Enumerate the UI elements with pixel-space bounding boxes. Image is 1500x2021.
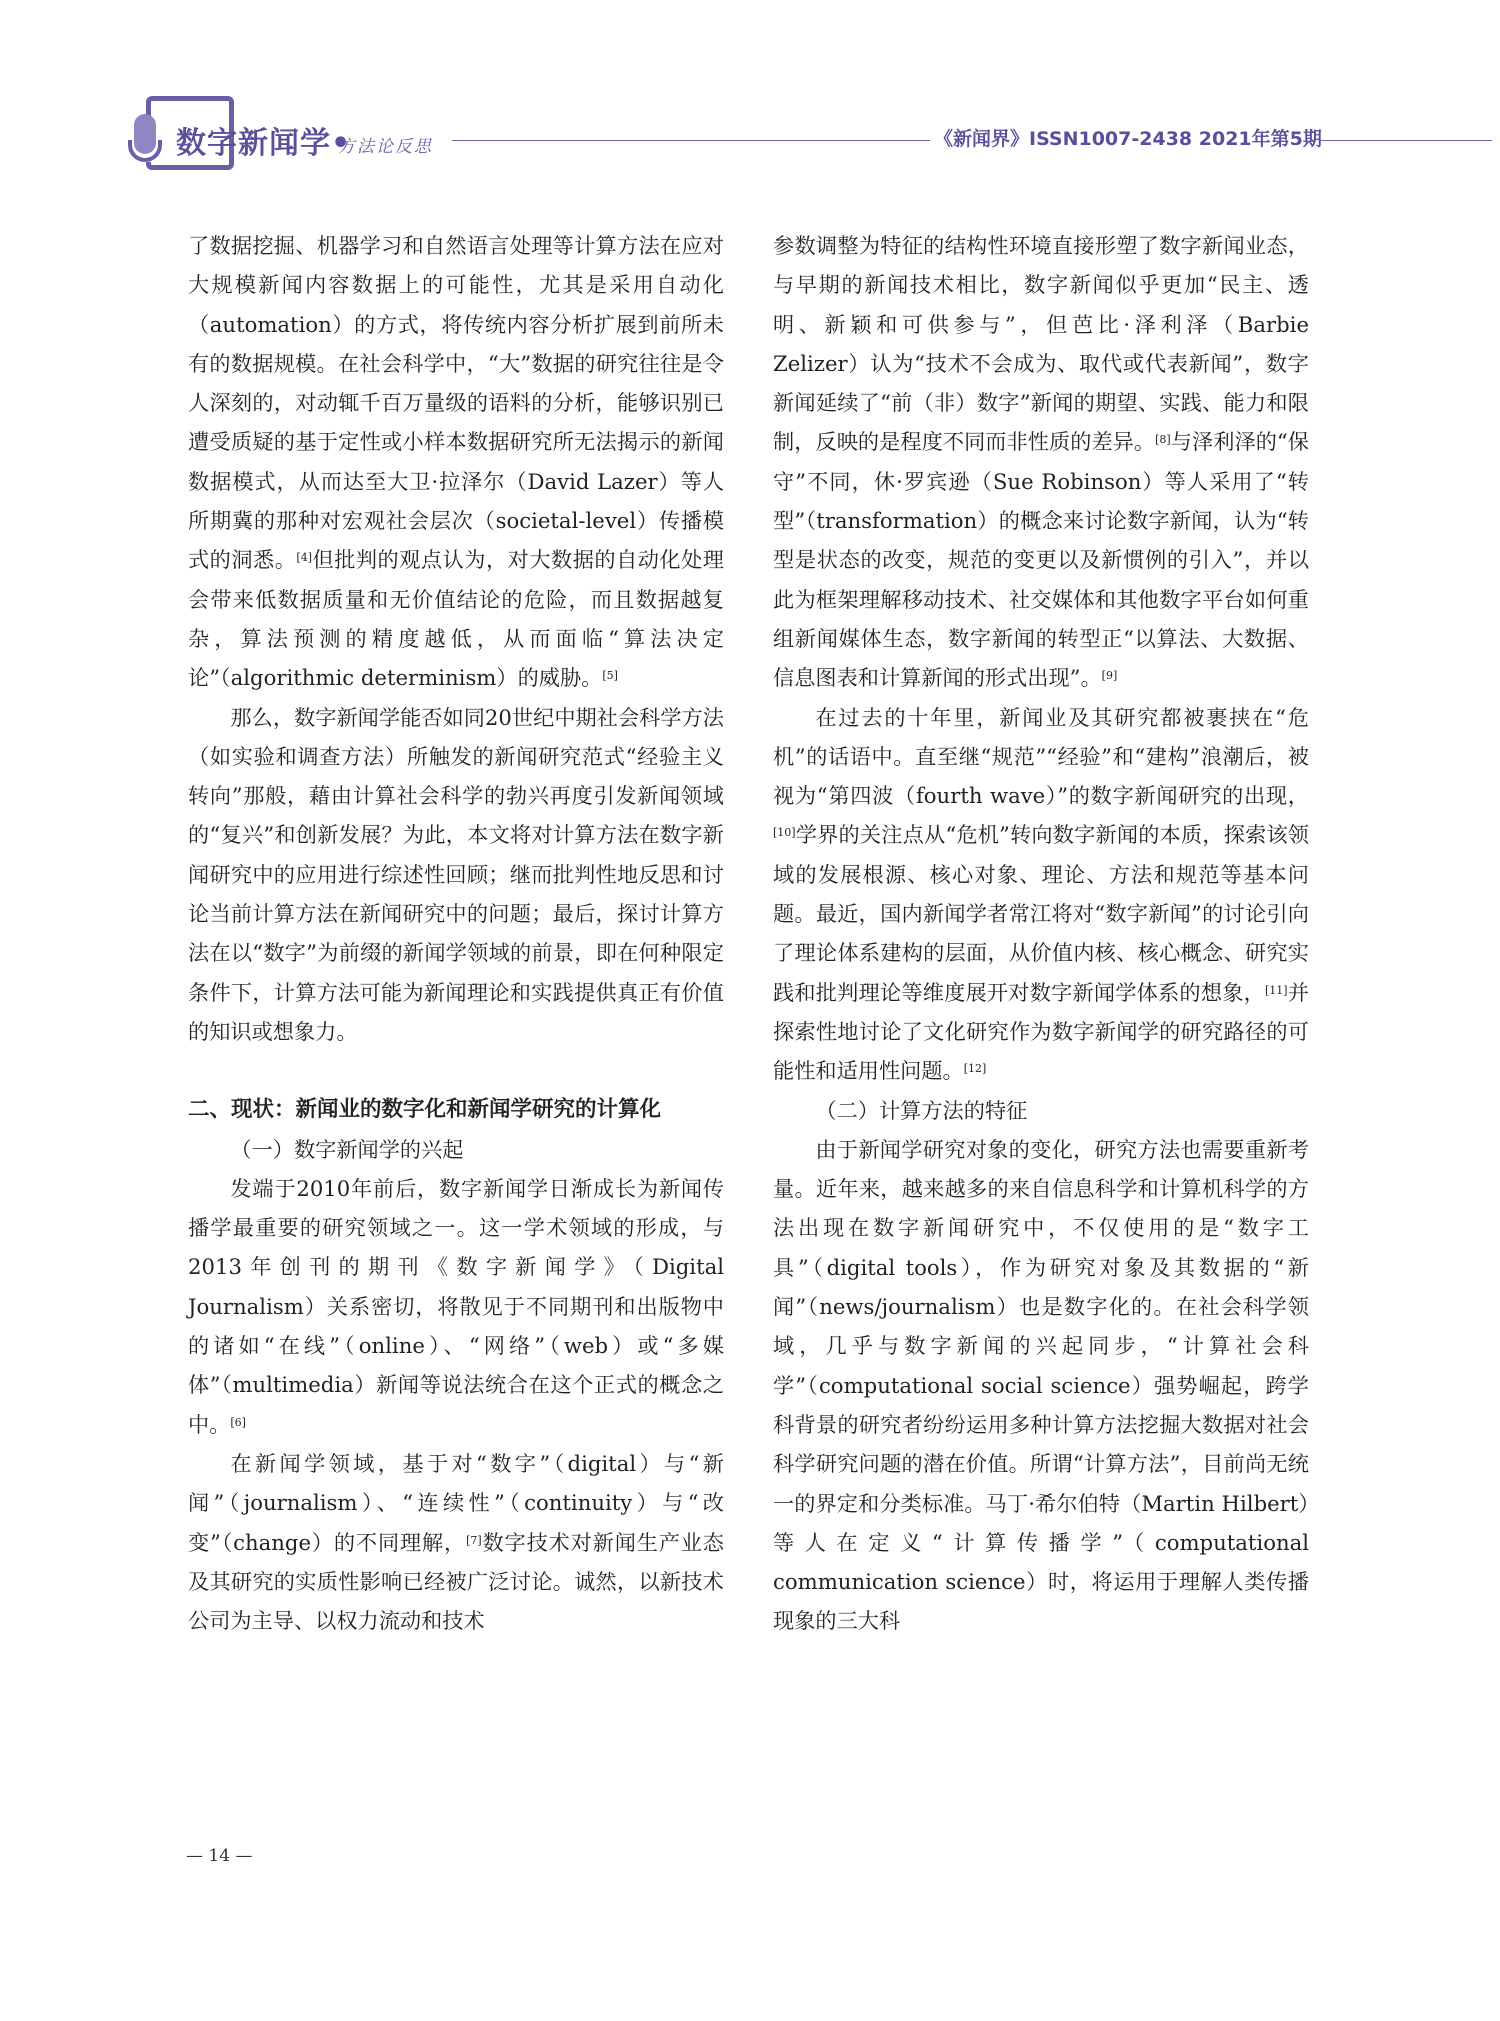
citation: [12]	[963, 1062, 987, 1076]
citation: [9]	[1101, 669, 1118, 683]
paragraph: 那么，数字新闻学能否如同20世纪中期社会科学方法（如实验和调查方法）所触发的新闻研究范式“经验主义转向”那般，藉由计算社会科学的勃兴再度引发新闻领域的“复兴”和创新发展？为此，本文将对计算方法在数字新闻研究中的应用进行综述性回顾；继而批判性地反思和讨论当前计算方法在新闻研究中的问题；最后，探讨计算方法在以“数字”为前缀的新闻学领域的前景，即在何种限定条件下，计算方法可能为新闻理论和实践提供真正有价值的知识或想象力。	[188, 704, 724, 1044]
paragraph: 了数据挖掘、机器学习和自然语言处理等计算方法在应对大规模新闻内容数据上的可能性，尤其是采用自动化（automation）的方式，将传统内容分析扩展到前所未有的数据规模。在社会科学中，“大”数据的研究往往是令人深刻的，对动辄千百万量级的语料的分析，能够识别已遭受质疑的基于定性或小样本数据研究所无法揭示的新闻数据模式，从而达至大卫·拉泽尔（David Lazer）等人所期冀的那种对宏观社会层次（societal-level）传播模式的洞悉。[4]但批判的观点认为，对大数据的自动化处理会带来低数据质量和无价值结论的危险，而且数据越复杂，算法预测的精度越低，从而面临“算法决定论”（algorithmic determinism）的威胁。[5]	[188, 233, 724, 691]
section-subtitle: 方法论反思	[338, 137, 433, 157]
section-heading: 二、现状：新闻业的数字化和新闻学研究的计算化	[188, 1097, 662, 1123]
citation: [11]	[1265, 983, 1288, 997]
page-number: — 14 —	[186, 1846, 253, 1866]
subsection-heading: （二）计算方法的特征	[815, 1097, 1028, 1123]
citation: [5]	[602, 669, 618, 683]
citation: [8]	[1155, 433, 1171, 447]
paragraph: 发端于2010年前后，数字新闻学日渐成长为新闻传播学最重要的研究领域之一。这一学术领域的形成，与2013年创刊的期刊《数字新闻学》（Digital Journalism）关系密切，将散见于不同期刊和出版物中的诸如“在线”（online）、“网络”（web）或“多媒体”（multimedia）新闻等说法统合在这个正式的概念之中。[6]	[188, 1175, 724, 1437]
citation: [6]	[230, 1415, 246, 1429]
paragraph: 在新闻学领域，基于对“数字”（digital）与“新闻”（journalism）、“连续性”（continuity）与“改变”（change）的不同理解，[7]数字技术对新闻生产业态及其研究的实质性影响已经被广泛讨论。诚然，以新技术公司为主导、以权力流动和技术	[188, 1450, 724, 1634]
paragraph: 在过去的十年里，新闻业及其研究都被裹挟在“危机”的话语中。直至继“规范”“经验”和“建构”浪潮后，被视为“第四波（fourth wave）”的数字新闻研究的出现，[10]学界的关注点从“危机”转向数字新闻的本质，探索该领域的发展根源、核心对象、理论、方法和规范等基本问题。最近，国内新闻学者常江将对“数字新闻”的讨论引向了理论体系建构的层面，从价值内核、核心概念、研究实践和批判理论等维度展开对数字新闻学体系的想象，[11]并探索性地讨论了文化研究作为数字新闻学的研究路径的可能性和适用性问题。[12]	[773, 704, 1309, 1084]
section-title: 数字新闻学•	[176, 126, 352, 161]
citation: [4]	[296, 551, 313, 565]
citation: [7]	[466, 1533, 482, 1547]
paragraph: 参数调整为特征的结构性环境直接形塑了数字新闻业态，与早期的新闻技术相比，数字新闻似乎更加“民主、透明、新颖和可供参与”，但芭比·泽利泽（Barbie Zelizer）认为“技术不会成为、取代或代表新闻”，数字新闻延续了“前（非）数字”新闻的期望、实践、能力和限制，反映的是程度不同而非性质的差异。[8]与泽利泽的“保守”不同，休·罗宾逊（Sue Robinson）等人采用了“转型”（transformation）的概念来讨论数字新闻，认为“转型是状态的改变，规范的变更以及新惯例的引入”，并以此为框架理解移动技术、社交媒体和其他数字平台如何重组新闻媒体生态，数字新闻的转型正“以算法、大数据、信息图表和计算新闻的形式出现”。[9]	[773, 233, 1309, 691]
subsection-heading: （一）数字新闻学的兴起	[230, 1136, 464, 1162]
paragraph: 由于新闻学研究对象的变化，研究方法也需要重新考量。近年来，越来越多的来自信息科学和计算机科学的方法出现在数字新闻研究中，不仅使用的是“数字工具”（digital tools），作为研究对象及其数据的“新闻”（news/journalism）也是数字化的。在社会科学领域，几乎与数字新闻的兴起同步，“计算社会科学”（computational social science）强势崛起，跨学科背景的研究者纷纷运用多种计算方法挖掘大数据对社会科学研究问题的潜在价值。所谓“计算方法”，目前尚无统一的界定和分类标准。马丁·希尔伯特（Martin Hilbert）等人在定义“计算传播学”（computational communication science）时，将运用于理解人类传播现象的三大科	[773, 1136, 1309, 1634]
left-column	[188, 226, 724, 1640]
journal-info: 《新闻界》ISSN1007-2438 2021年第5期	[934, 128, 1322, 150]
header-rule-left	[452, 140, 930, 141]
header-rule-right	[1320, 140, 1492, 141]
citation: [10]	[773, 826, 796, 840]
right-column	[773, 226, 1309, 1641]
